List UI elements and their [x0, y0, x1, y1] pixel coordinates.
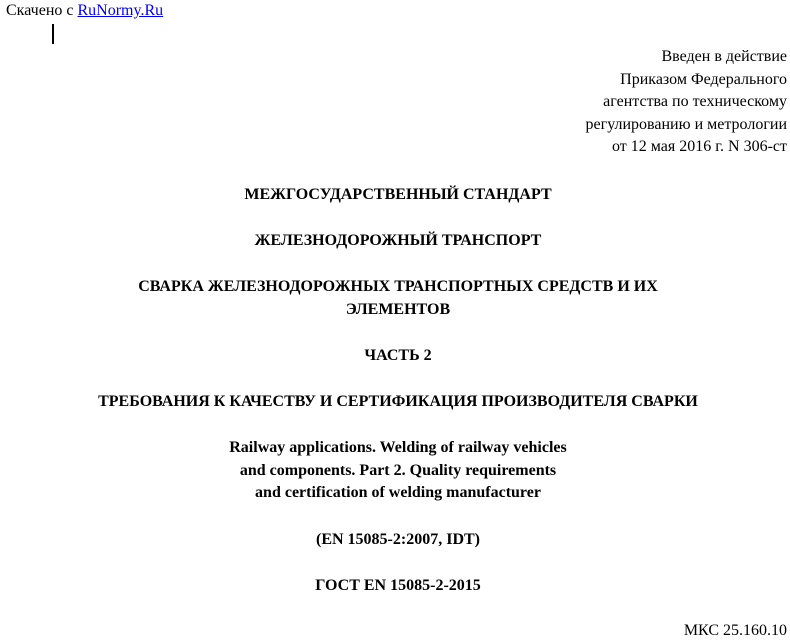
- enactment-line: Введен в действие: [661, 48, 787, 65]
- enactment-block: [586, 46, 787, 159]
- subject-heading-line: ЭЛЕМЕНТОВ: [345, 300, 451, 318]
- download-source-prefix: Скачено с: [6, 2, 78, 19]
- enactment-line: Приказом Федерального: [620, 70, 787, 88]
- english-title-line: and certification of welding manufacturer: [255, 484, 541, 501]
- english-title-line: and components. Part 2. Quality requirements: [239, 461, 557, 479]
- enactment-line: агентства по техническому: [603, 93, 787, 110]
- enactment-line: регулированию и метрологии: [585, 115, 787, 133]
- text-cursor: [52, 24, 54, 44]
- download-source-line: [6, 1, 163, 21]
- english-title-line: Railway applications. Welding of railway vehicles: [229, 439, 567, 456]
- english-title: [0, 437, 790, 505]
- part-heading: ЧАСТЬ 2: [364, 347, 432, 364]
- source-link[interactable]: RuNormy.Ru: [77, 2, 164, 19]
- enactment-line: от 12 мая 2016 г. N 306-ст: [612, 138, 787, 155]
- en-reference: (EN 15085-2:2007, IDT): [316, 531, 480, 548]
- standard-type-heading: МЕЖГОСУДАРСТВЕННЫЙ СТАНДАРТ: [244, 186, 552, 203]
- mks-classification: МКС 25.160.10: [683, 622, 787, 639]
- domain-heading: ЖЕЛЕЗНОДОРОЖНЫЙ ТРАНСПОРТ: [254, 232, 542, 249]
- subject-heading: [0, 276, 790, 321]
- subject-heading-line: СВАРКА ЖЕЛЕЗНОДОРОЖНЫХ ТРАНСПОРТНЫХ СРЕДСТВ И ИХ: [138, 278, 658, 295]
- requirements-heading: ТРЕБОВАНИЯ К КАЧЕСТВУ И СЕРТИФИКАЦИЯ ПРОИЗВОДИТЕЛЯ СВАРКИ: [98, 393, 698, 410]
- gost-number: ГОСТ EN 15085-2-2015: [315, 577, 481, 594]
